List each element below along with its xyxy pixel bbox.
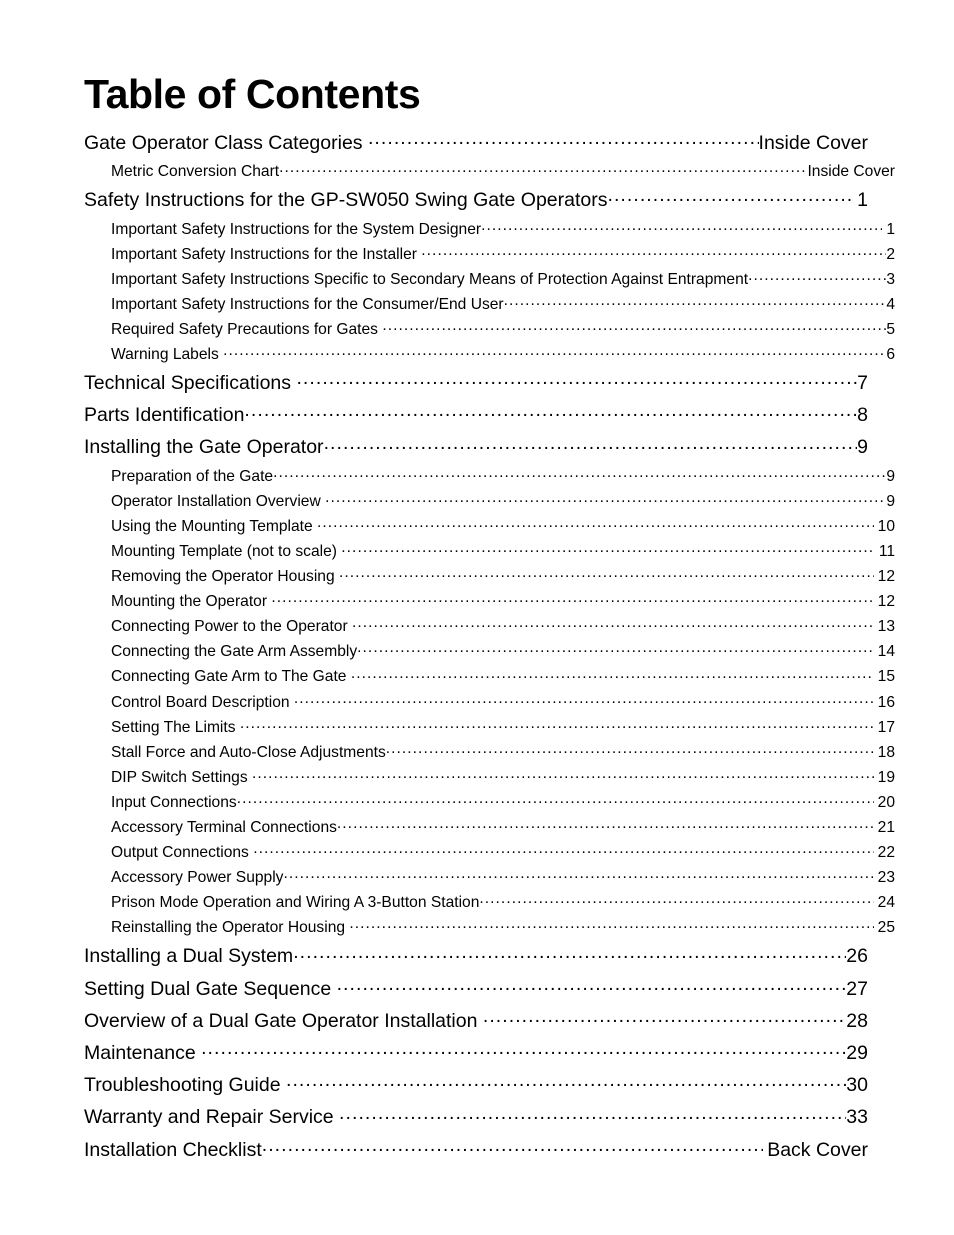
toc-entry[interactable] bbox=[111, 664, 898, 689]
page-title: Table of Contents bbox=[84, 71, 421, 117]
toc-entry-label: Setting The Limits bbox=[111, 718, 236, 736]
toc-entry[interactable] bbox=[111, 840, 898, 865]
toc-entry-page-number: 27 bbox=[846, 977, 868, 1000]
toc-dot-leader bbox=[337, 975, 847, 995]
toc-entry[interactable] bbox=[111, 815, 898, 840]
toc-dot-leader bbox=[481, 218, 882, 234]
toc-entry-page-number: 9 bbox=[886, 467, 895, 485]
toc-entry-label: Installing the Gate Operator bbox=[84, 436, 324, 459]
toc-dot-leader bbox=[352, 616, 874, 632]
toc-entry-label: Stall Force and Auto-Close Adjustments bbox=[111, 743, 386, 761]
toc-dot-leader bbox=[283, 867, 873, 883]
toc-dot-leader bbox=[223, 343, 886, 359]
toc-entry-page-number: 24 bbox=[877, 894, 895, 912]
toc-dot-leader bbox=[262, 1136, 763, 1156]
toc-entry-label: Important Safety Instructions for the System Designer bbox=[111, 220, 482, 238]
toc-dot-leader bbox=[341, 540, 875, 556]
toc-entry-label: Control Board Description bbox=[111, 693, 290, 711]
toc-entry[interactable] bbox=[84, 1005, 869, 1037]
toc-entry-page-number: 3 bbox=[886, 270, 895, 288]
toc-dot-leader bbox=[286, 1072, 846, 1092]
toc-entry-label: Technical Specifications bbox=[84, 372, 292, 395]
toc-entry-page-number: 8 bbox=[857, 404, 868, 427]
toc-dot-leader bbox=[607, 187, 853, 207]
toc-dot-leader bbox=[237, 791, 874, 807]
toc-entry[interactable] bbox=[111, 489, 898, 514]
toc-entry-label: Metric Conversion Chart bbox=[111, 163, 280, 181]
toc-entry-page-number: 33 bbox=[846, 1106, 868, 1129]
toc-dot-leader bbox=[201, 1040, 846, 1060]
toc-entry[interactable] bbox=[111, 217, 898, 242]
toc-dot-leader bbox=[293, 943, 846, 963]
toc-entry-page-number: 14 bbox=[877, 643, 895, 661]
toc-entry[interactable] bbox=[111, 589, 898, 614]
toc-entry-label: Connecting Power to the Operator bbox=[111, 618, 348, 636]
toc-entry-page-number: 13 bbox=[877, 618, 895, 636]
toc-dot-leader bbox=[504, 293, 887, 309]
toc-entry-page-number: 20 bbox=[877, 793, 895, 811]
toc-entry-page-number: 18 bbox=[877, 743, 895, 761]
toc-entry[interactable] bbox=[84, 184, 869, 216]
toc-dot-leader bbox=[339, 565, 874, 581]
toc-entry[interactable] bbox=[84, 431, 869, 463]
toc-dot-leader bbox=[294, 691, 874, 707]
toc-entry[interactable] bbox=[111, 639, 898, 664]
toc-entry[interactable] bbox=[84, 367, 869, 399]
toc-entry-label: Maintenance bbox=[84, 1042, 196, 1065]
toc-dot-leader bbox=[339, 1104, 846, 1124]
toc-entry-page-number: 26 bbox=[846, 945, 868, 968]
toc-entry-page-number: 5 bbox=[886, 320, 895, 338]
toc-entry-label: Troubleshooting Guide bbox=[84, 1074, 281, 1097]
toc-entry-page-number: 23 bbox=[877, 869, 895, 887]
toc-entry[interactable] bbox=[111, 564, 898, 589]
toc-dot-leader bbox=[368, 130, 759, 150]
toc-entry[interactable] bbox=[84, 940, 869, 972]
toc-entry[interactable] bbox=[111, 317, 898, 342]
toc-entry-page-number: 28 bbox=[846, 1009, 868, 1032]
toc-entry-label: Installing a Dual System bbox=[84, 945, 294, 968]
toc-entry[interactable] bbox=[111, 765, 898, 790]
toc-entry-label: Output Connections bbox=[111, 844, 249, 862]
toc-entry-label: Using the Mounting Template bbox=[111, 517, 313, 535]
toc-dot-leader bbox=[382, 318, 886, 334]
toc-dot-leader bbox=[317, 515, 874, 531]
toc-entry-page-number: 2 bbox=[886, 245, 895, 263]
toc-entry[interactable] bbox=[111, 267, 898, 292]
toc-entry-page-number: Inside Cover bbox=[807, 163, 895, 181]
toc-entry[interactable] bbox=[111, 790, 898, 815]
toc-dot-leader bbox=[349, 917, 873, 933]
toc-entry-label: Operator Installation Overview bbox=[111, 492, 321, 510]
toc-entry[interactable] bbox=[84, 973, 869, 1005]
toc-entry[interactable] bbox=[111, 865, 898, 890]
toc-entry-label: Reinstalling the Operator Housing bbox=[111, 919, 346, 937]
toc-dot-leader bbox=[252, 766, 874, 782]
toc-entry-label: Mounting Template (not to scale) bbox=[111, 542, 337, 560]
toc-dot-leader bbox=[325, 490, 886, 506]
toc-entry-page-number: 17 bbox=[877, 718, 895, 736]
toc-entry-page-number: 22 bbox=[877, 844, 895, 862]
toc-entry-page-number: Inside Cover bbox=[758, 132, 868, 154]
toc-entry-page-number: 16 bbox=[877, 693, 895, 711]
toc-entry-label: Accessory Power Supply bbox=[111, 869, 284, 887]
toc-entry-page-number: 21 bbox=[877, 818, 895, 836]
toc-entry[interactable] bbox=[111, 740, 898, 765]
toc-entry-label: Important Safety Instructions Specific to Secondary Means of Protection Against Entrapment bbox=[111, 270, 749, 288]
toc-entry-label: Input Connections bbox=[111, 793, 237, 811]
toc-entry-page-number: 7 bbox=[857, 372, 868, 395]
toc-entry-label: Warning Labels bbox=[111, 345, 219, 363]
toc-entry-label: Prison Mode Operation and Wiring A 3-Button Station bbox=[111, 894, 480, 912]
toc-entry[interactable] bbox=[111, 159, 898, 184]
toc-entry-label: Overview of a Dual Gate Operator Installation bbox=[84, 1009, 478, 1032]
toc-dot-leader bbox=[253, 841, 873, 857]
toc-entry-label: Accessory Terminal Connections bbox=[111, 818, 337, 836]
toc-entry-label: Safety Instructions for the GP-SW050 Swing Gate Operators bbox=[84, 189, 608, 212]
toc-dot-leader bbox=[296, 370, 857, 390]
toc-dot-leader bbox=[357, 641, 873, 657]
toc-entry[interactable] bbox=[84, 1069, 869, 1101]
toc-entry-page-number: Back Cover bbox=[767, 1138, 868, 1161]
toc-entry[interactable] bbox=[111, 614, 898, 639]
toc-entry-page-number: 12 bbox=[877, 593, 895, 611]
toc-entry-page-number: 11 bbox=[878, 542, 895, 560]
toc-dot-leader bbox=[386, 741, 874, 757]
toc-entry[interactable] bbox=[111, 690, 898, 715]
toc-entry-label: Required Safety Precautions for Gates bbox=[111, 320, 378, 338]
toc-entry-label: Connecting the Gate Arm Assembly bbox=[111, 643, 358, 661]
toc-dot-leader bbox=[483, 1007, 846, 1027]
toc-entry-page-number: 9 bbox=[886, 492, 895, 510]
toc-entry-label: Parts Identification bbox=[84, 404, 245, 427]
toc-entry-label: Gate Operator Class Categories bbox=[84, 132, 363, 154]
toc-entry-label: Mounting the Operator bbox=[111, 593, 268, 611]
toc-entry[interactable] bbox=[111, 242, 898, 267]
toc-entry-page-number: 6 bbox=[886, 345, 895, 363]
toc-entry-page-number: 29 bbox=[846, 1042, 868, 1065]
toc-entry-label: DIP Switch Settings bbox=[111, 768, 248, 786]
toc-entry-page-number: 15 bbox=[877, 668, 895, 686]
toc-entry-page-number: 25 bbox=[877, 919, 895, 937]
toc-entry[interactable] bbox=[111, 342, 898, 367]
toc-entry[interactable] bbox=[111, 890, 898, 915]
toc-dot-leader bbox=[351, 666, 874, 682]
toc-entry[interactable] bbox=[111, 292, 898, 317]
toc-entry[interactable] bbox=[84, 399, 869, 431]
toc-entry-label: Important Safety Instructions for the Consumer/End User bbox=[111, 295, 504, 313]
toc-dot-leader bbox=[279, 161, 807, 177]
toc-dot-leader bbox=[479, 892, 873, 908]
toc-dot-leader bbox=[324, 434, 858, 454]
toc-entry[interactable] bbox=[111, 464, 898, 489]
toc-entry-page-number: 10 bbox=[877, 517, 895, 535]
toc-entry-label: Warranty and Repair Service bbox=[84, 1106, 334, 1129]
toc-entry-page-number: 1 bbox=[857, 189, 868, 212]
toc-entry[interactable] bbox=[111, 514, 898, 539]
toc-entry-page-number: 19 bbox=[877, 768, 895, 786]
toc-dot-leader bbox=[748, 268, 886, 284]
toc-entry-page-number: 4 bbox=[886, 295, 895, 313]
toc-entry[interactable] bbox=[111, 539, 898, 564]
toc-dot-leader bbox=[337, 816, 874, 832]
toc-entry-label: Installation Checklist bbox=[84, 1138, 262, 1161]
toc-list bbox=[84, 127, 895, 1166]
toc-entry[interactable] bbox=[84, 1037, 869, 1069]
toc-dot-leader bbox=[244, 402, 857, 422]
toc-entry-page-number: 12 bbox=[877, 568, 895, 586]
toc-entry-label: Setting Dual Gate Sequence bbox=[84, 977, 332, 1000]
toc-dot-leader bbox=[273, 465, 886, 481]
toc-entry[interactable] bbox=[111, 915, 898, 940]
toc-dot-leader bbox=[271, 591, 873, 607]
toc-entry[interactable] bbox=[84, 127, 869, 159]
toc-entry[interactable] bbox=[84, 1101, 869, 1133]
toc-entry[interactable] bbox=[84, 1134, 869, 1166]
toc-entry-label: Important Safety Instructions for the Installer bbox=[111, 245, 417, 263]
toc-entry-page-number: 1 bbox=[886, 220, 895, 238]
toc-dot-leader bbox=[421, 243, 886, 259]
toc-entry-page-number: 9 bbox=[857, 436, 868, 459]
toc-entry-label: Removing the Operator Housing bbox=[111, 568, 335, 586]
toc-dot-leader bbox=[240, 716, 874, 732]
toc-entry-label: Connecting Gate Arm to The Gate bbox=[111, 668, 347, 686]
toc-entry[interactable] bbox=[111, 715, 898, 740]
toc-entry-label: Preparation of the Gate bbox=[111, 467, 274, 485]
toc-entry-page-number: 30 bbox=[846, 1074, 868, 1097]
